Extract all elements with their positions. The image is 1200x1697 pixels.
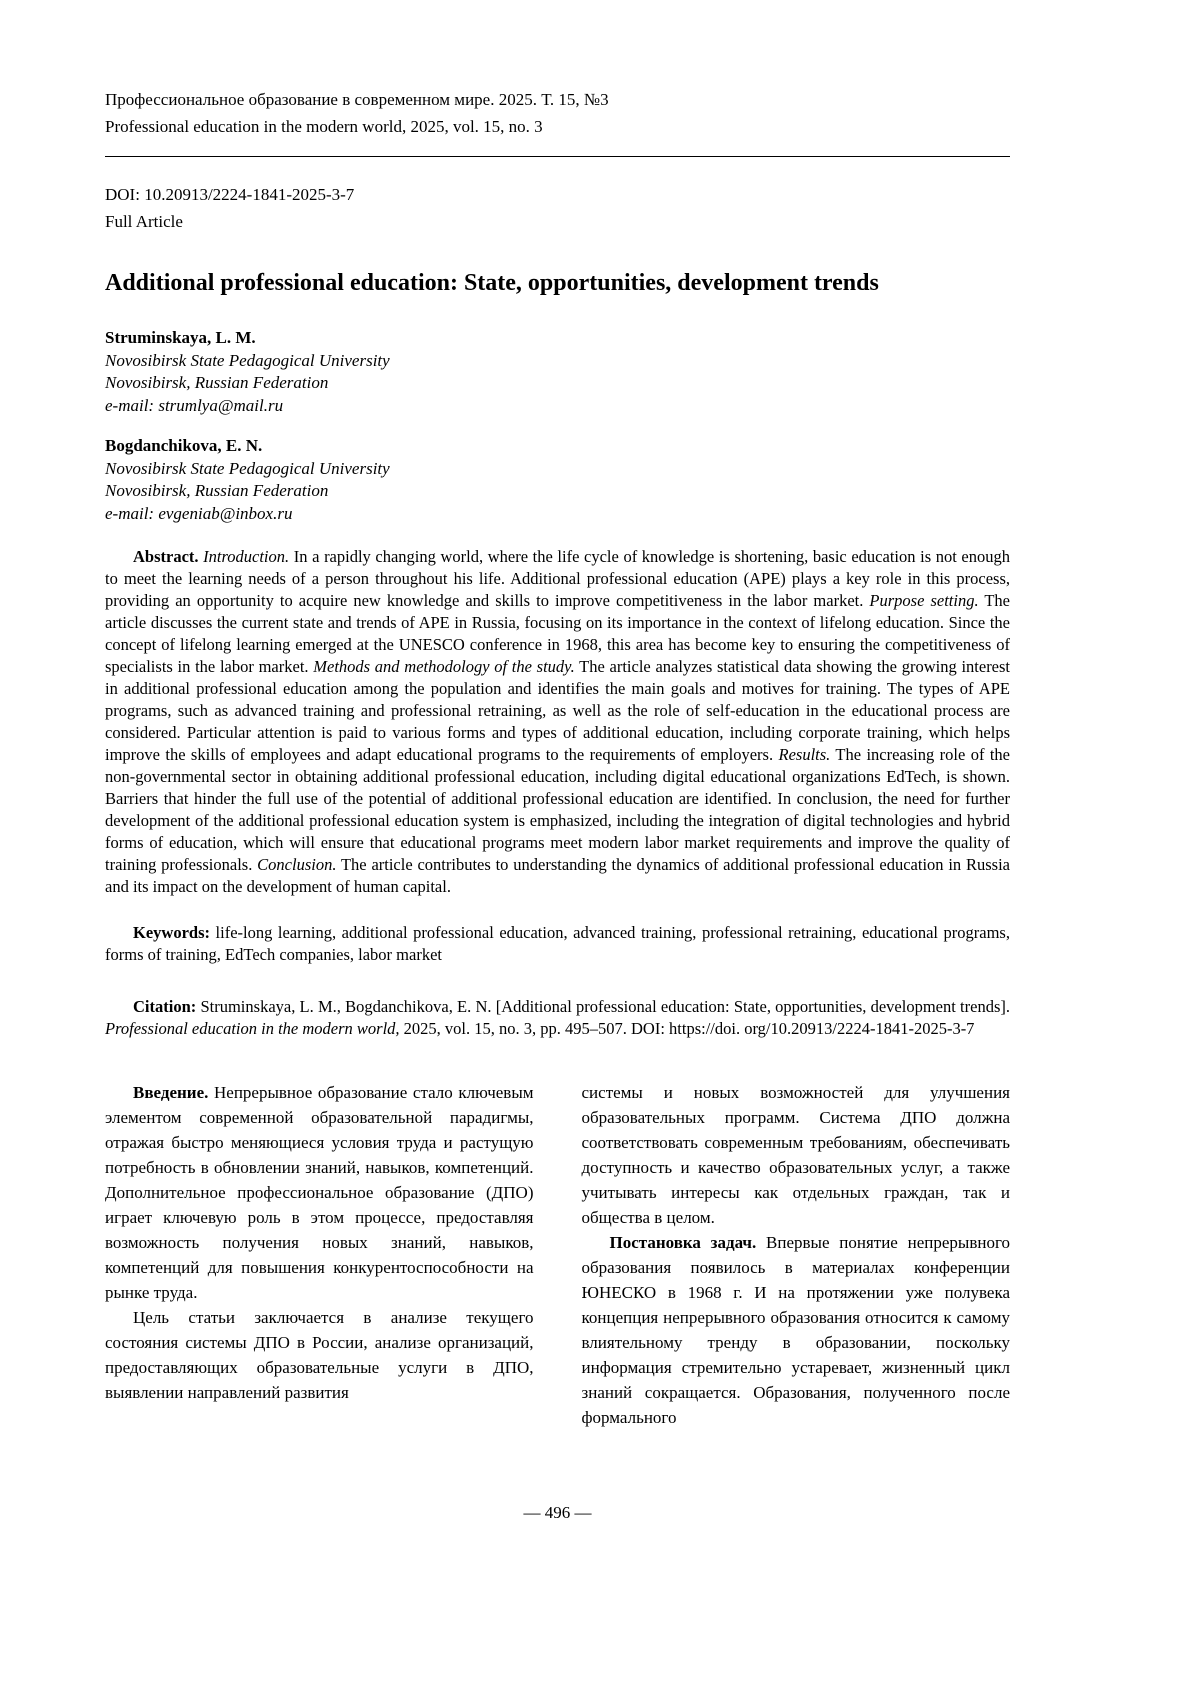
article-type-label: Full Article [105,212,183,231]
author-email: e-mail: strumlya@mail.ru [105,395,284,415]
author-email: e-mail: evgeniab@inbox.ru [105,503,293,523]
page-number: — 496 — [523,1503,592,1522]
continuation-paragraph: системы и новых возможностей для улучшения образовательных программ. Система ДПО должна соответствовать современным требованиям, обеспечивать доступность и качество образовательных услуг, а также учитывать интересы как отдельных граждан, так и общества в целом. [581,1083,1010,1227]
author-block-2 [105,435,1010,525]
author-university: Novosibirsk State Pedagogical University [105,350,390,370]
author-name: Bogdanchikova, E. N. [105,436,263,455]
left-column [105,1080,534,1430]
article-meta [105,181,1010,235]
journal-title-ru: Профессиональное образование в современном мире. 2025. Т. 15, №3 [105,90,609,109]
author-name: Struminskaya, L. M. [105,328,256,347]
journal-header [105,86,1010,140]
doi-line: DOI: 10.20913/2224-1841-2025-3-7 [105,185,355,204]
abstract-paragraph: Abstract. Introduction. In a rapidly changing world, where the life cycle of knowledge is shortening, basic education is not enough to meet the learning needs of a person throughout his life. Additional professional education (APE) plays a key role in this process, providing an opportunity to acquire new knowledge and skills to improve competitiveness in the labor market. Purpose setting. The article discusses the current state and trends of APE in Russia, focusing on its importance in the context of lifelong education. Since the concept of lifelong learning emerged at the UNESCO conference in 1968, this area has become key to ensuring the competitiveness of specialists in the labor market. Methods and methodology of the study. The article analyzes statistical data showing the growing interest in additional professional education among the population and identifies the main goals and motives for training. The types of APE programs, such as advanced training and professional retraining, as well as the role of self-education in the educational process are considered. Particular attention is paid to various forms and types of additional education, including corporate training, which helps improve the skills of employees and adapt educational programs to the requirements of employers. Results. The increasing role of the non-governmental sector in obtaining additional professional education, including digital educational organizations EdTech, is shown. Barriers that hinder the full use of the potential of additional professional education are identified. In conclusion, the need for further development of the additional professional education system is emphasized, including the integration of digital technologies and hybrid forms of education, which will ensure that educational programs meet modern labor market requirements and improve the quality of training professionals. Conclusion. The article contributes to understanding the dynamics of additional professional education in Russia and its impact on the development of human capital. [105,547,1011,896]
citation-paragraph: Citation: Struminskaya, L. M., Bogdanchikova, E. N. [Additional professional education: State, opportunities, development trends]. Professional education in the modern world, 2025, vol. 15, no. 3, pp. 495–507. DOI: https://doi. org/10.20913/2224-1841-2025-3-7 [105,997,1010,1038]
keywords-paragraph: Keywords: life-long learning, additional professional education, advanced training, professional retraining, educational programs, forms of training, EdTech companies, labor market [105,923,1010,964]
author-location: Novosibirsk, Russian Federation [105,373,329,392]
header-divider [105,156,1010,157]
journal-title-en: Professional education in the modern world, 2025, vol. 15, no. 3 [105,117,543,136]
author-location: Novosibirsk, Russian Federation [105,481,329,500]
right-column [582,1080,1011,1430]
page-content [105,86,1010,1430]
body-columns [105,1080,1010,1430]
task-statement-paragraph: Постановка задач. Впервые понятие непрерывного образования появилось в материалах конференции ЮНЕСКО в 1968 г. И на протяжении уже полувека концепция непрерывного образования относится к самому влиятельному тренду в образовании, поскольку информация стремительно устаревает, жизненный цикл знаний сокращается. Образования, полученного после формального [581,1233,1010,1427]
author-block-1 [105,327,1010,417]
goal-paragraph: Цель статьи заключается в анализе текущего состояния системы ДПО в России, анализе организаций, предоставляющих образовательные услуги в ДПО, выявлении направлений развития [105,1308,534,1402]
article-title: Additional professional education: State, opportunities, development trends [105,270,879,296]
author-university: Novosibirsk State Pedagogical University [105,458,390,478]
intro-paragraph: Введение. Непрерывное образование стало ключевым элементом современной образовательной парадигмы, отражая быстро меняющиеся условия труда и растущую потребность в обновлении знаний, навыков, компетенций. Дополнительное профессиональное образование (ДПО) играет ключевую роль в этом процессе, предоставляя возможность получения новых знаний, навыков, компетенций для повышения конкурентоспособности на рынке труда. [105,1083,534,1302]
